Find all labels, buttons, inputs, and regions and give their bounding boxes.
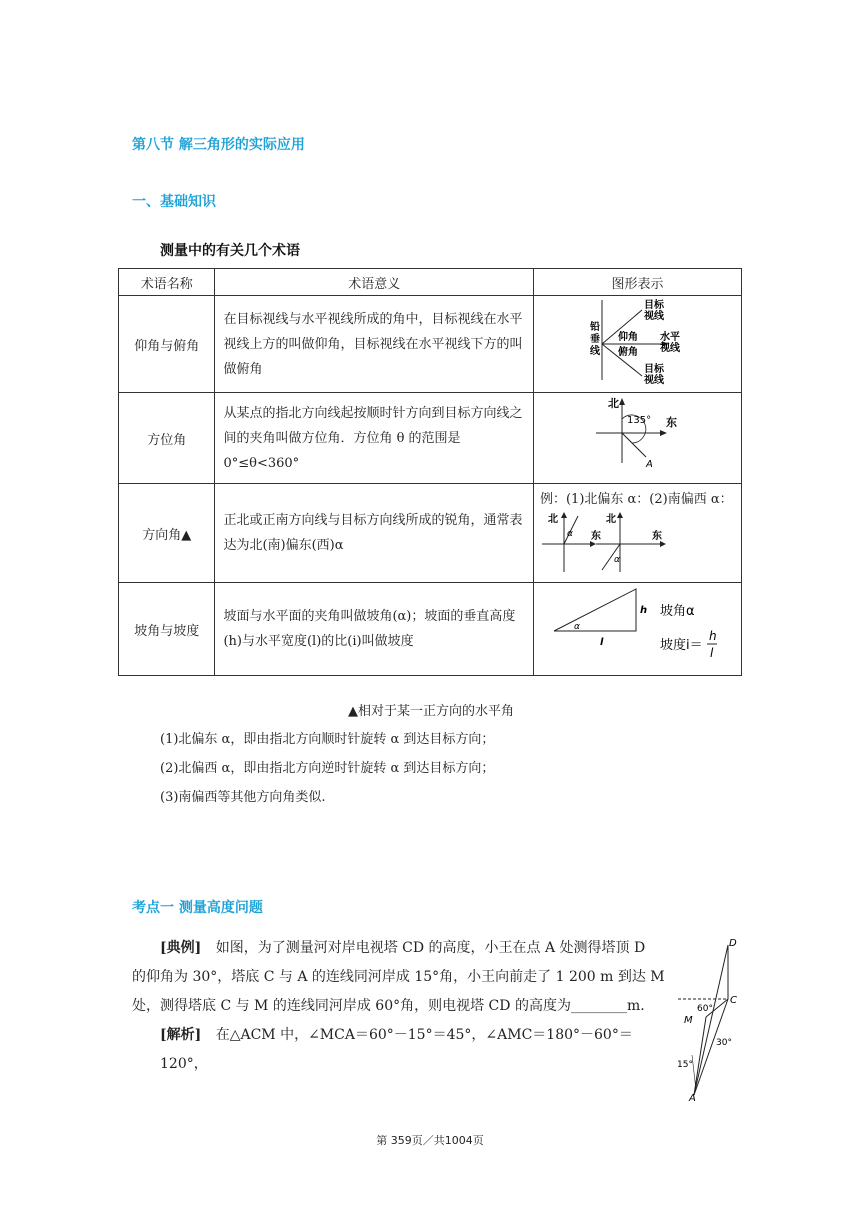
label-15: 15° bbox=[677, 1060, 693, 1070]
slope-figure bbox=[533, 583, 741, 676]
label-C: C bbox=[730, 995, 737, 1006]
fig4-h: h bbox=[639, 605, 648, 616]
fig1-depression: 俯角 bbox=[617, 347, 638, 358]
tower-figure bbox=[672, 935, 752, 1101]
fig1-horiz-2: 视线 bbox=[659, 343, 680, 354]
term-name: 方向角▲ bbox=[119, 484, 215, 583]
fig1-sight-top: 视线 bbox=[643, 311, 664, 322]
part-heading: 一、基础知识 bbox=[132, 194, 216, 210]
label-D: D bbox=[729, 938, 737, 949]
fig3-north-1: 北 bbox=[547, 514, 558, 525]
slope-diagram bbox=[534, 583, 741, 671]
term-name: 方位角 bbox=[119, 393, 215, 484]
fig4-l: l bbox=[599, 637, 604, 648]
fig1-plumb-3: 线 bbox=[589, 346, 600, 357]
fig1-elevation: 仰角 bbox=[617, 332, 638, 343]
fig2-east: 东 bbox=[665, 416, 677, 429]
header-figure: 图形表示 bbox=[533, 269, 741, 296]
label-A: A bbox=[689, 1093, 696, 1101]
fig2-north: 北 bbox=[607, 397, 619, 410]
fig1-plumb-2: 垂 bbox=[589, 334, 600, 345]
fig2-angle: 135° bbox=[626, 415, 652, 426]
example-line-2: 的仰角为 30°，塔底 C 与 A 的连线同河岸成 15°角，小王向前走了 1 200 m 到达 M bbox=[132, 969, 665, 985]
term-meaning: 在目标视线与水平视线所成的角中，目标视线在水平视线上方的叫做仰角，目标视线在水平视线下方的叫做俯角 bbox=[215, 296, 534, 393]
solution-label: [解析] bbox=[160, 1027, 202, 1043]
term-meaning: 从某点的指北方向线起按顺时针方向到目标方向线之间的夹角叫做方位角．方位角 θ 的范围是 0°≤θ<360° bbox=[215, 393, 534, 484]
fig4-grade-label: 坡度i＝ bbox=[659, 638, 703, 653]
label-M: M bbox=[684, 1015, 693, 1026]
fig3-east-2: 东 bbox=[651, 531, 662, 542]
fig3-alpha-1: α bbox=[566, 529, 573, 539]
fig3-alpha-2: α bbox=[613, 555, 620, 565]
term-name: 仰角与俯角 bbox=[119, 296, 215, 393]
example-line-1: 如图，为了测量河对岸电视塔 CD 的高度，小王在点 A 处测得塔顶 D bbox=[215, 940, 646, 956]
table-title: 测量中的有关几个术语 bbox=[160, 243, 300, 259]
fig4-alpha: α bbox=[573, 622, 580, 632]
fig4-frac-num: h bbox=[708, 629, 717, 643]
fig1-target-top: 目标 bbox=[643, 300, 664, 311]
label-30: 30° bbox=[716, 1038, 732, 1048]
fig4-slope-angle: 坡角α bbox=[659, 604, 695, 619]
term-meaning: 坡面与水平面的夹角叫做坡角(α)；坡面的垂直高度(h)与水平宽度(l)的比(i)叫做坡度 bbox=[215, 583, 534, 676]
fig4-frac-den: l bbox=[709, 646, 714, 660]
fig2-point: A bbox=[645, 459, 653, 470]
azimuth-figure bbox=[533, 393, 741, 484]
example-label: [典例] bbox=[160, 940, 202, 956]
azimuth-diagram bbox=[534, 393, 741, 479]
topic-heading: 考点一 测量高度问题 bbox=[132, 900, 263, 916]
header-name: 术语名称 bbox=[119, 269, 215, 296]
direction-figure bbox=[533, 484, 741, 583]
header-meaning: 术语意义 bbox=[215, 269, 534, 296]
note-item-1: (1)北偏东 α，即由指北方向顺时针旋转 α 到达目标方向； bbox=[160, 732, 495, 747]
fig1-sight-bot: 视线 bbox=[643, 375, 664, 386]
note-title: ▲相对于某一正方向的水平角 bbox=[348, 704, 514, 719]
page-footer: 第 359页／共1004页 bbox=[376, 1134, 484, 1147]
note-item-3: (3)南偏西等其他方向角类似. bbox=[160, 790, 326, 805]
terms-table bbox=[118, 268, 742, 676]
term-meaning: 正北或正南方向线与目标方向线所成的锐角，通常表达为北(南)偏东(西)α bbox=[215, 484, 534, 583]
section-title: 第八节 解三角形的实际应用 bbox=[132, 137, 305, 153]
elevation-figure bbox=[533, 296, 741, 393]
fig1-target-bot: 目标 bbox=[643, 364, 664, 375]
solution-text: 在△ACM 中，∠MCA＝60°－15°＝45°，∠AMC＝180°－60°＝120°， bbox=[160, 1027, 633, 1072]
fig3-caption: 例：(1)北偏东 α：(2)南偏西 α： bbox=[539, 492, 733, 507]
elevation-diagram bbox=[534, 296, 741, 388]
term-name: 坡角与坡度 bbox=[119, 583, 215, 676]
fig3-east-1: 东 bbox=[590, 531, 601, 542]
fig1-horiz-1: 水平 bbox=[659, 332, 680, 343]
fig1-plumb-1: 铅 bbox=[589, 322, 600, 333]
label-60: 60° bbox=[697, 1004, 713, 1014]
fig3-north-2: 北 bbox=[605, 514, 616, 525]
example-block bbox=[132, 934, 672, 1079]
note-item-2: (2)北偏西 α，即由指北方向逆时针旋转 α 到达目标方向； bbox=[160, 761, 495, 776]
example-line-3: 处，测得塔底 C 与 M 的连线同河岸成 60°角，则电视塔 CD 的高度为________m. bbox=[132, 998, 645, 1014]
